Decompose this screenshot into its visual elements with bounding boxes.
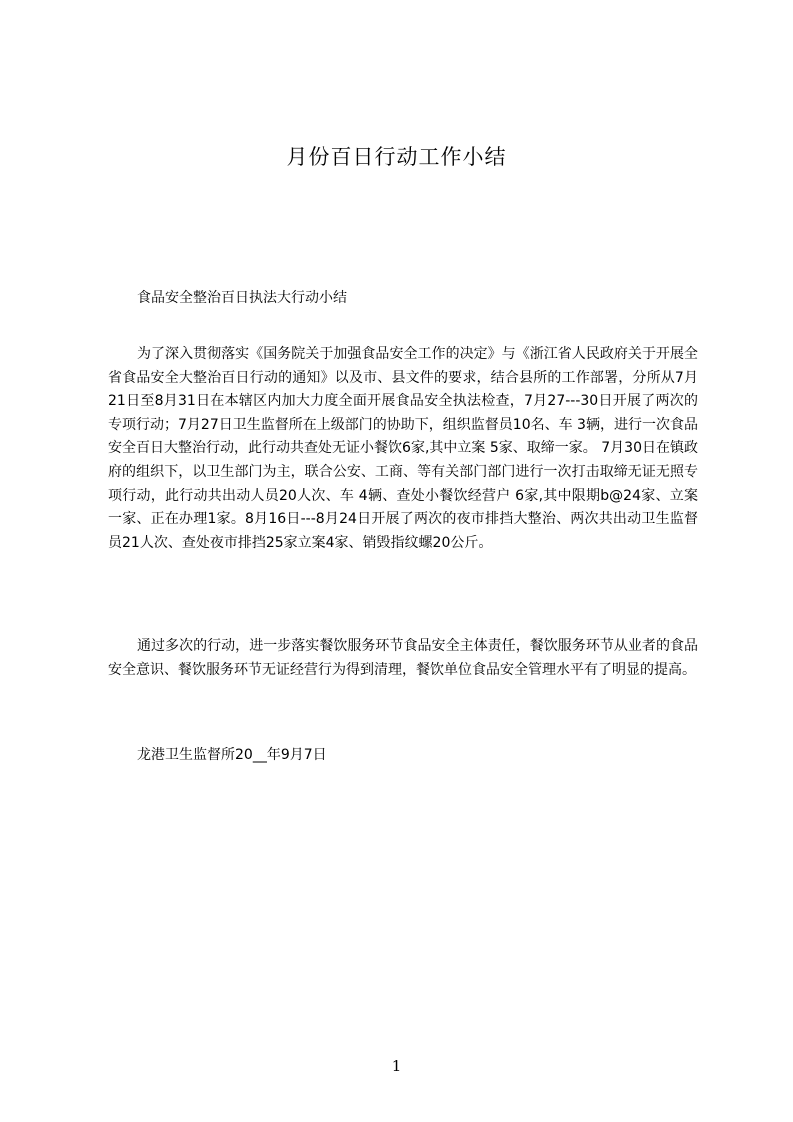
page-number: 1: [391, 1057, 402, 1075]
signature-line: 龙港卫生监督所20__年9月7日: [137, 747, 327, 763]
document-subtitle: 食品安全整治百日执法大行动小结: [137, 290, 347, 306]
body-paragraph-2: 通过多次的行动，进一步落实餐饮服务环节食品安全主体责任，餐饮服务环节从业者的食品安全意识、餐饮服务环节无证经营行为得到清理，餐饮单位食品安全管理水平有了明显的提高。: [108, 638, 698, 678]
body-paragraph-1: 为了深入贯彻落实《国务院关于加强食品安全工作的决定》与《浙江省人民政府关于开展全省食品安全大整治百日行动的通知》以及市、县文件的要求，结合县所的工作部署，分所从7月21日至8月31日在本辖区内加大力度全面开展食品安全执法检查，7月27---30日开展了两次的专项行动；7月27日卫生监督所在上级部门的协助下，组织监督员10名、车 3辆，进行一次食品安全百日大整治行动，此行动共查处无证小餐饮6家,其中立案 5家、取缔一家。 7月30日在镇政府的组织下，以卫生部门为主，联合公安、工商、等有关部门部门进行一次打击取缔无证无照专项行动，此行动共出动人员20人次、车 4辆、查处小餐饮经营户 6家,其中限期b@24家、立案一家、正在办理1家。8月16日---8月24日开展了两次的夜市排挡大整治、两次共出动卫生监督员21人次、查处夜市排挡25家立案4家、销毁指纹螺20公斤。: [108, 346, 698, 551]
document-title: 月份百日行动工作小结: [286, 145, 507, 169]
